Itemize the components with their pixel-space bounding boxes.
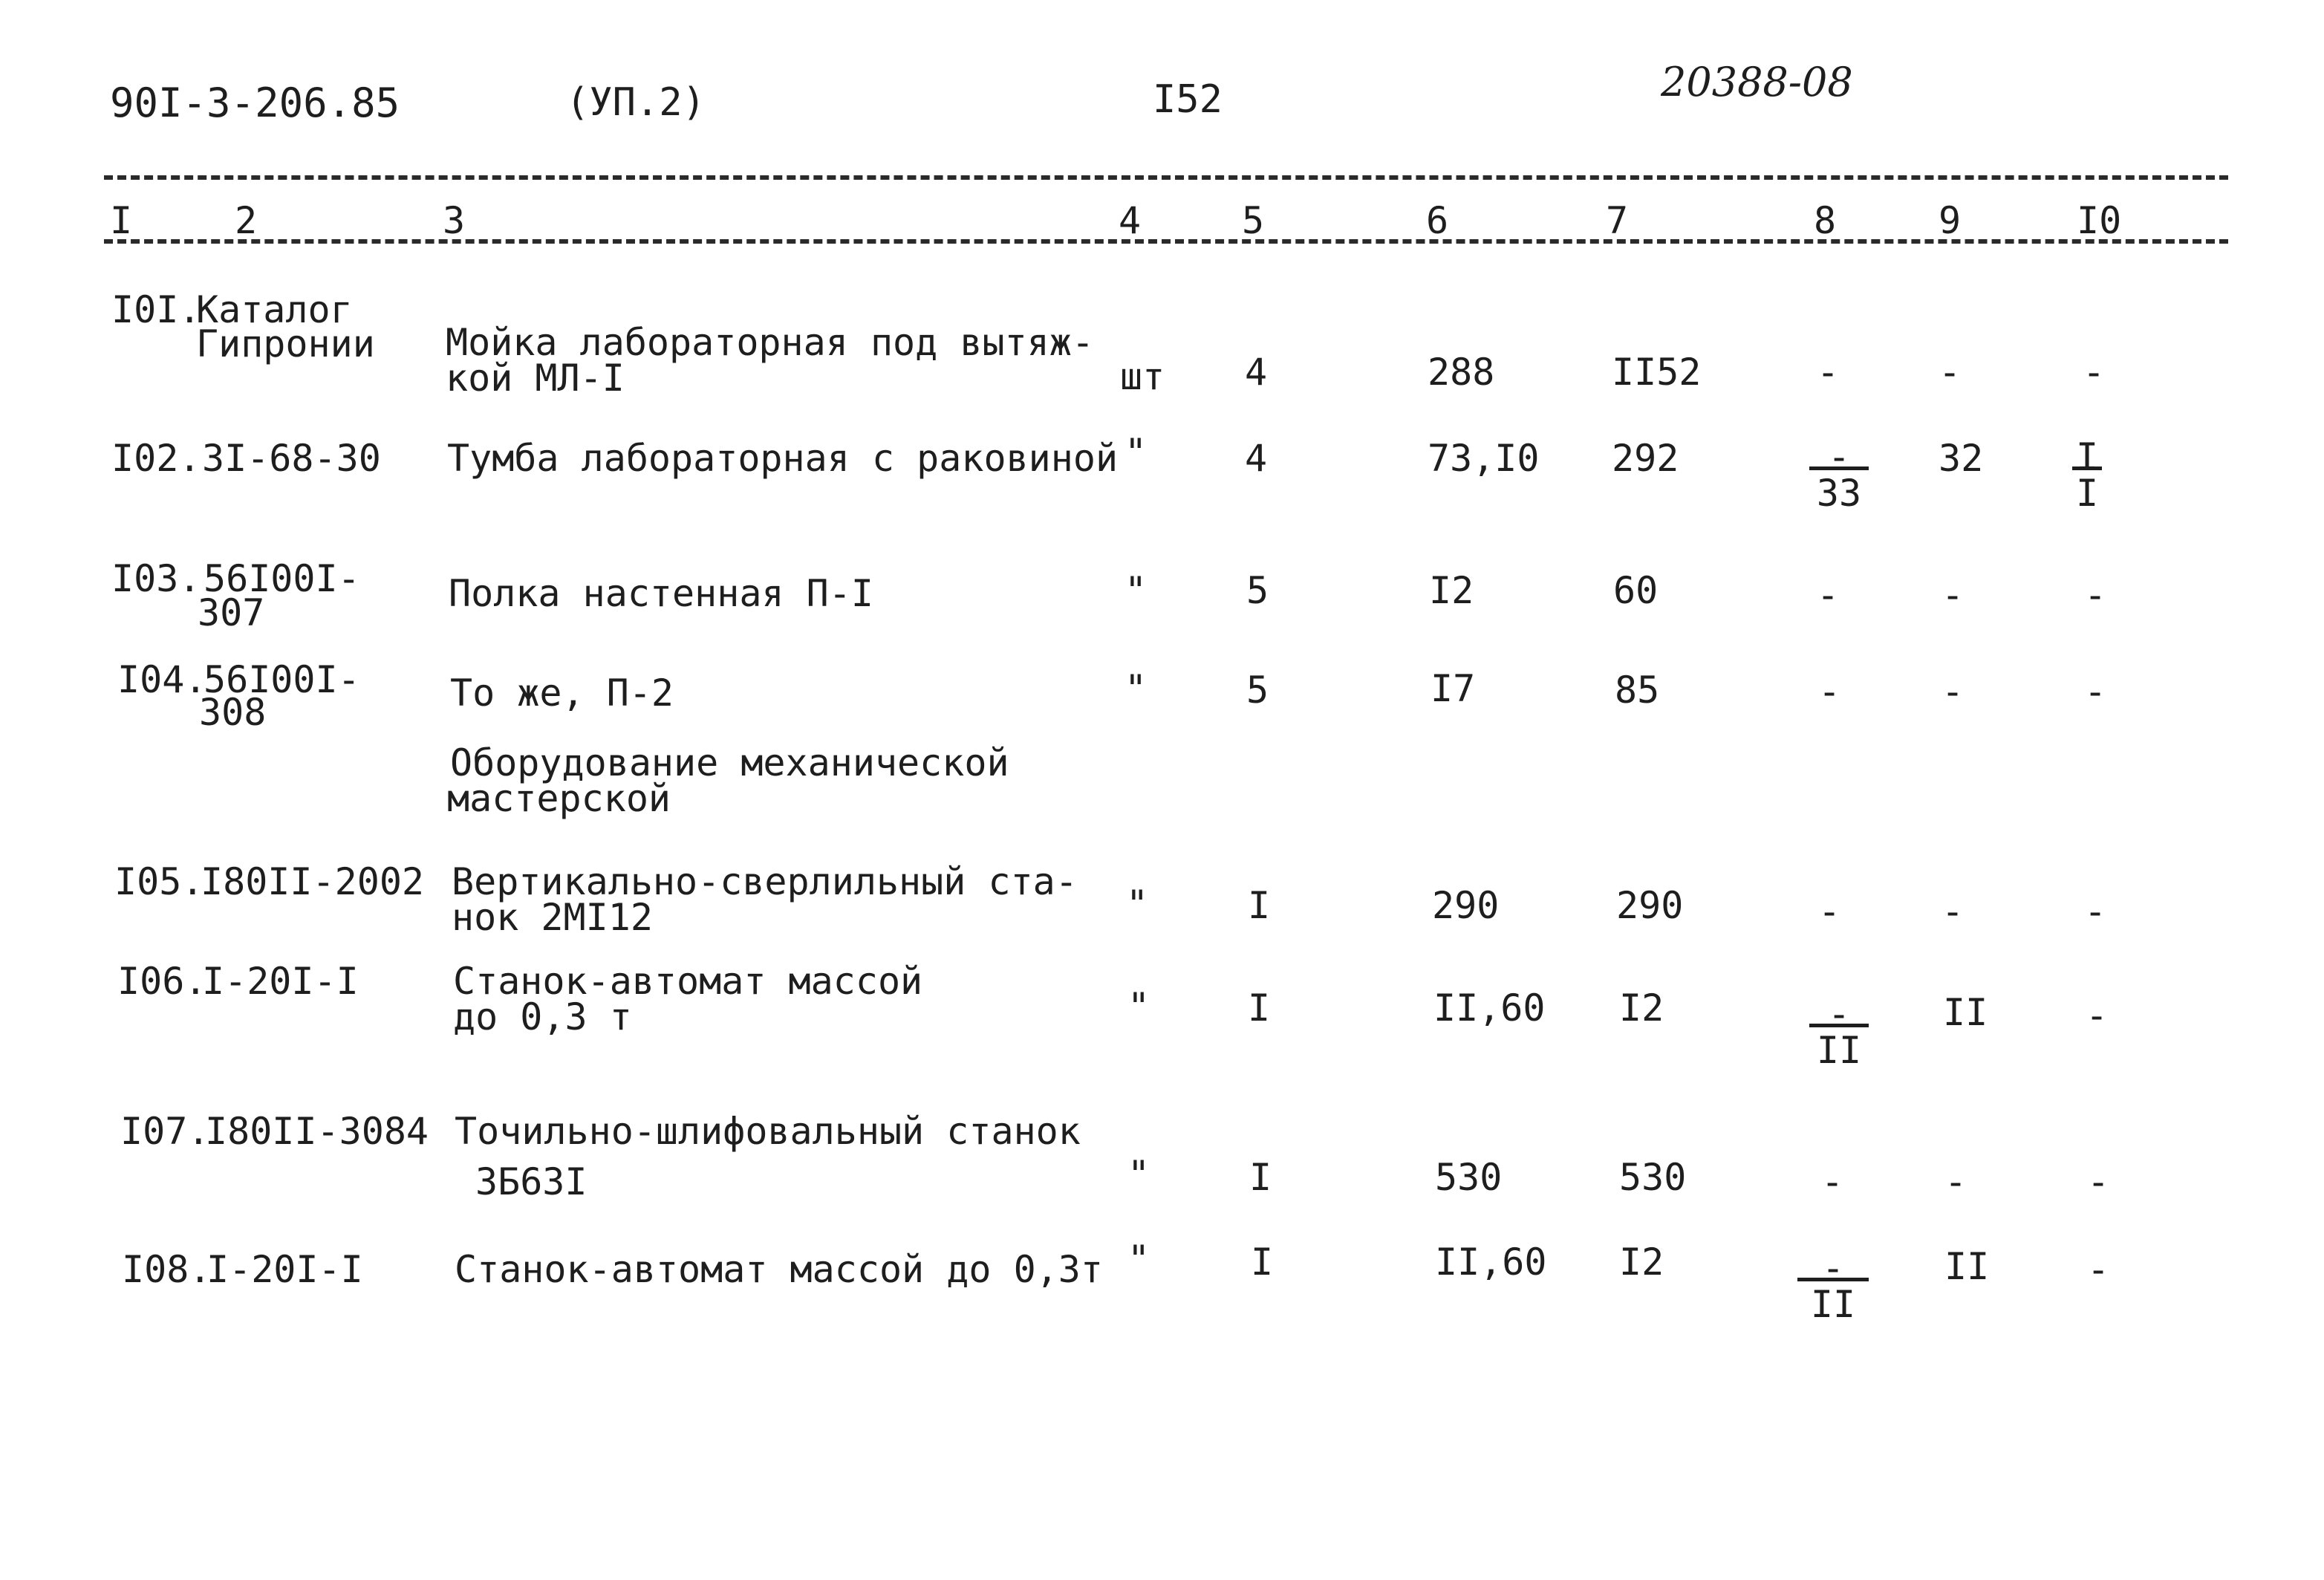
row-101-ref-1: Каталог <box>196 288 353 331</box>
row-101-c8: - <box>1817 351 1840 394</box>
row-107-pos: I07. <box>120 1110 210 1153</box>
col-num-8: 8 <box>1814 199 1837 242</box>
row-103-name-1: Полка настенная П-I <box>449 572 873 615</box>
row-104-c9: - <box>1941 670 1965 713</box>
row-105-ref-1: I80II-2002 <box>201 860 425 903</box>
row-107-c7: 530 <box>1619 1156 1687 1199</box>
row-102-unit: " <box>1124 431 1148 474</box>
col-num-6: 6 <box>1426 199 1449 242</box>
row-105-name-1: Вертикально-сверлильный ста- <box>452 860 1078 903</box>
row-105-c10: - <box>2084 890 2107 933</box>
row-105-c6: 290 <box>1432 884 1500 927</box>
row-106-c8-num: - <box>1827 992 1851 1036</box>
row-107-ref-1: I80II-3084 <box>205 1110 429 1153</box>
row-103-c9: - <box>1941 573 1965 617</box>
row-101-unit: шт <box>1120 355 1165 398</box>
row-103-c6: I2 <box>1429 569 1474 612</box>
row-101-pos: I0I. <box>111 288 201 331</box>
row-102-c8-fraction <box>1809 435 1869 515</box>
col-num-9: 9 <box>1939 199 1962 242</box>
row-108-c8-den: II <box>1810 1283 1856 1326</box>
row-103-c10: - <box>2084 573 2107 617</box>
row-101-ref-2: Гипронии <box>196 322 375 365</box>
col-num-4: 4 <box>1119 199 1142 242</box>
row-102-c10-num: I <box>2075 435 2099 478</box>
row-101-c7: II52 <box>1612 351 1702 394</box>
row-104-ref-1: 56I00I- <box>204 658 360 701</box>
row-101-c9: - <box>1939 351 1962 394</box>
row-107-c8: - <box>1821 1160 1844 1203</box>
row-107-c10: - <box>2087 1160 2110 1203</box>
row-106-c6: II,60 <box>1433 986 1546 1030</box>
doc-code: 90I-3-206.85 <box>110 79 400 126</box>
row-103-ref-1: 56I00I- <box>204 557 360 600</box>
row-104-name-1: То же, П-2 <box>450 672 674 715</box>
row-102-c8-den: 33 <box>1816 472 1862 515</box>
row-108-c8-num: - <box>1821 1246 1845 1290</box>
row-102-c6: 73,I0 <box>1428 437 1540 480</box>
row-106-c10: - <box>2086 994 2109 1037</box>
header-rule <box>104 239 2228 244</box>
row-102-c7: 292 <box>1612 437 1679 480</box>
col-num-2: 2 <box>235 199 258 242</box>
row-102-c8-num: - <box>1827 435 1851 478</box>
row-106-pos: I06. <box>117 960 207 1003</box>
row-108-name-1: Станок-автомат массой до 0,3т <box>455 1248 1103 1291</box>
row-108-unit: " <box>1127 1238 1150 1281</box>
row-105-c9: - <box>1941 890 1965 933</box>
row-106-name-1: Станок-автомат массой <box>453 960 923 1003</box>
row-104-c6: I7 <box>1430 667 1476 710</box>
row-104-pos: I04. <box>117 658 207 701</box>
row-103-unit: " <box>1124 569 1148 612</box>
row-105-c8: - <box>1818 890 1841 933</box>
row-108-pos: I08. <box>122 1248 212 1291</box>
row-108-c9: II <box>1944 1245 1990 1288</box>
section-label: (УП.2) <box>566 80 706 125</box>
row-108-ref-1: I-20I-I <box>206 1248 363 1291</box>
row-108-c10: - <box>2087 1248 2110 1291</box>
row-106-qty: I <box>1248 986 1271 1030</box>
row-106-c8-fraction <box>1809 992 1869 1072</box>
col-num-1: I <box>110 199 133 242</box>
col-num-7: 7 <box>1606 199 1629 242</box>
row-102-c10-fraction <box>2072 435 2102 515</box>
row-101-qty: 4 <box>1245 351 1268 394</box>
row-102-name-1: Тумба лабораторная с раковиной <box>447 437 1119 480</box>
col-num-3: 3 <box>443 199 466 242</box>
row-101-name-2: кой МЛ-I <box>446 357 625 400</box>
row-102-qty: 4 <box>1245 437 1268 480</box>
row-107-c6: 530 <box>1435 1156 1503 1199</box>
row-107-name-1: Точильно-шлифовальный станок <box>455 1110 1081 1153</box>
row-106-c8-den: II <box>1816 1029 1862 1072</box>
row-107-qty: I <box>1249 1156 1272 1199</box>
section-heading-1: Оборудование механической <box>450 741 1009 784</box>
row-104-unit: " <box>1124 667 1148 710</box>
row-103-qty: 5 <box>1246 569 1269 612</box>
row-102-pos: I02. <box>111 437 201 480</box>
col-num-10: I0 <box>2077 199 2122 242</box>
row-105-pos: I05. <box>114 860 204 903</box>
row-105-unit: " <box>1126 882 1149 926</box>
row-101-c10: - <box>2083 351 2106 394</box>
row-104-qty: 5 <box>1246 669 1269 712</box>
row-104-c7: 85 <box>1615 669 1660 712</box>
row-102-c9: 32 <box>1939 437 1984 480</box>
row-108-qty: I <box>1251 1241 1274 1284</box>
row-102-ref-1: 3I-68-30 <box>202 437 381 480</box>
row-106-unit: " <box>1127 985 1150 1028</box>
row-103-c8: - <box>1817 573 1840 617</box>
row-108-c7: I2 <box>1619 1241 1664 1284</box>
row-108-c6: II,60 <box>1435 1241 1547 1284</box>
row-104-c8: - <box>1818 670 1841 713</box>
stamp-number: 20388-08 <box>1661 59 1853 105</box>
row-108-c8-fraction <box>1797 1246 1869 1326</box>
col-num-5: 5 <box>1242 199 1265 242</box>
row-107-unit: " <box>1127 1153 1150 1196</box>
row-106-ref-1: I-20I-I <box>202 960 359 1003</box>
row-103-c7: 60 <box>1613 569 1659 612</box>
row-106-name-2: до 0,3 т <box>453 995 632 1038</box>
row-105-qty: I <box>1248 884 1271 927</box>
row-101-c6: 288 <box>1428 351 1495 394</box>
top-rule <box>104 175 2228 180</box>
row-105-name-2: нок 2МI12 <box>452 896 653 939</box>
row-103-pos: I03. <box>111 557 201 600</box>
row-107-c9: - <box>1944 1160 1967 1203</box>
row-102-c10-den: I <box>2075 472 2099 515</box>
row-105-c7: 290 <box>1616 884 1684 927</box>
row-106-c9: II <box>1943 991 1988 1034</box>
page-number: I52 <box>1153 77 1223 122</box>
row-106-c7: I2 <box>1619 986 1664 1030</box>
row-101-name-1: Мойка лабораторная под вытяж- <box>446 321 1094 364</box>
row-104-c10: - <box>2084 670 2107 713</box>
row-107-name-2: 3Б63I <box>475 1160 587 1203</box>
row-104-ref-2: 308 <box>199 691 267 734</box>
section-heading-2: мастерской <box>447 777 671 820</box>
row-103-ref-2: 307 <box>198 591 265 634</box>
